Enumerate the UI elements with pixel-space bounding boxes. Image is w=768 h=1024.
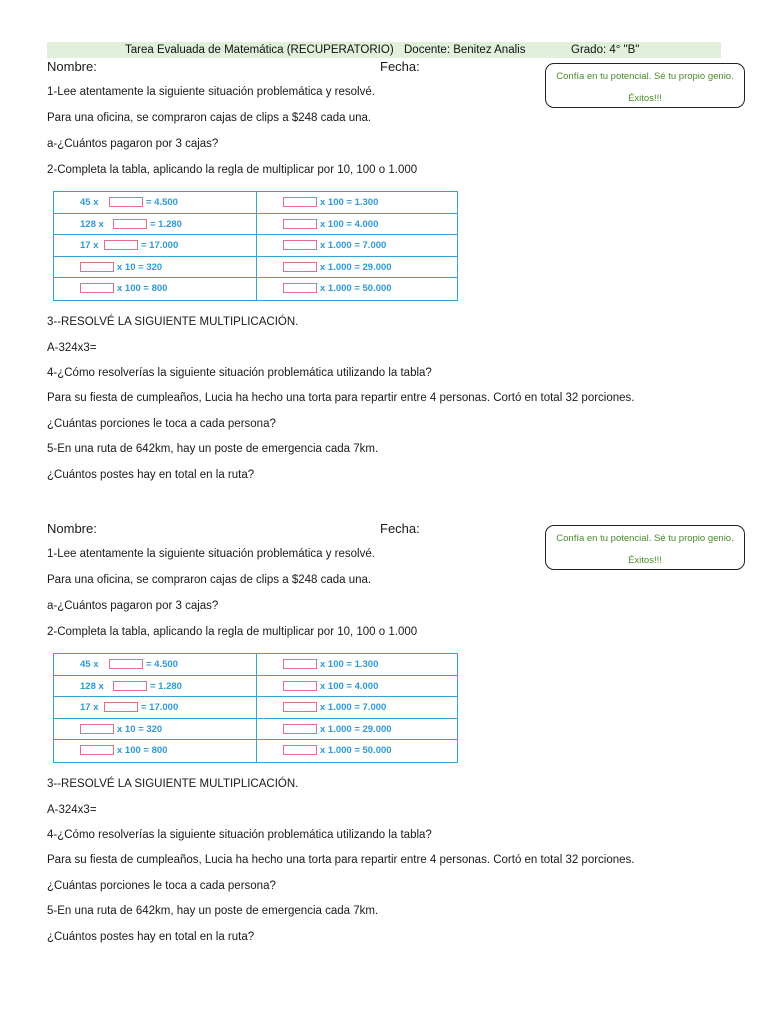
table-cell-text: = 17.000	[141, 240, 179, 252]
table-row	[257, 719, 457, 741]
question-4-text: Para su fiesta de cumpleaños, Lucia ha hecho una torta para repartir entre 4 personas. Cortó en total 32 porciones.	[47, 392, 635, 404]
worksheet-copy-2	[0, 462, 768, 943]
table-row	[54, 654, 256, 676]
question-4-q: ¿Cuántas porciones le toca a cada persona?	[47, 880, 276, 892]
fecha-label: Fecha:	[380, 521, 420, 536]
table-cell-text: 128 x	[80, 218, 104, 230]
question-3-a: A-324x3=	[47, 342, 97, 354]
table-left-column	[54, 192, 257, 300]
question-4-text: Para su fiesta de cumpleaños, Lucia ha hecho una torta para repartir entre 4 personas. Cortó en total 32 porciones.	[47, 854, 635, 866]
answer-blank[interactable]	[104, 240, 138, 250]
table-cell-text: x 1.000 = 7.000	[320, 240, 387, 252]
table-row	[54, 235, 256, 257]
table-cell-text: 45 x	[80, 659, 99, 670]
table-row	[54, 697, 256, 719]
answer-blank[interactable]	[283, 681, 317, 691]
answer-blank[interactable]	[283, 659, 317, 669]
answer-blank[interactable]	[80, 283, 114, 293]
table-row	[257, 654, 457, 676]
table-cell-text: x 1.000 = 7.000	[320, 702, 387, 714]
table-cell-text: x 100 = 800	[117, 283, 168, 295]
question-5: 5-En una ruta de 642km, hay un poste de emergencia cada 7km.	[47, 443, 379, 455]
table-cell-text: x 10 = 320	[117, 723, 163, 735]
table-cell-text: 17 x	[80, 702, 99, 714]
table-row	[54, 278, 256, 300]
answer-blank[interactable]	[283, 219, 317, 229]
question-5-q: ¿Cuántos postes hay en total en la ruta?	[47, 469, 255, 481]
fecha-label: Fecha:	[380, 59, 420, 74]
question-4: 4-¿Cómo resolverías la siguiente situación problemática utilizando la tabla?	[47, 829, 432, 841]
answer-blank[interactable]	[113, 681, 147, 691]
motivation-line: Confía en tu potencial. Sé tu propio genio.	[556, 71, 734, 82]
question-1: 1-Lee atentamente la siguiente situación problemática y resolvé.	[47, 548, 375, 560]
answer-blank[interactable]	[283, 197, 317, 207]
question-1-text: Para una oficina, se compraron cajas de clips a $248 cada una.	[47, 574, 372, 586]
answer-blank[interactable]	[80, 724, 114, 734]
question-2: 2-Completa la tabla, aplicando la regla de multiplicar por 10, 100 o 1.000	[47, 164, 418, 176]
question-3: 3--RESOLVÉ LA SIGUIENTE MULTIPLICACIÓN.	[47, 778, 299, 790]
answer-blank[interactable]	[109, 197, 143, 207]
header-docente: Docente: Benitez Analis	[404, 44, 526, 56]
answer-blank[interactable]	[283, 702, 317, 712]
question-5: 5-En una ruta de 642km, hay un poste de emergencia cada 7km.	[47, 905, 379, 917]
motivation-line: Éxitos!!!	[628, 93, 662, 104]
table-row	[257, 740, 457, 762]
table-right-column	[257, 192, 457, 300]
table-row	[54, 192, 256, 214]
question-1-a: a-¿Cuántos pagaron por 3 cajas?	[47, 138, 219, 150]
question-5-q: ¿Cuántos postes hay en total en la ruta?	[47, 931, 255, 943]
table-cell-text: x 100 = 1.300	[320, 197, 379, 208]
answer-blank[interactable]	[104, 702, 138, 712]
table-cell-text: 17 x	[80, 240, 99, 252]
question-1-text: Para una oficina, se compraron cajas de clips a $248 cada una.	[47, 112, 372, 124]
question-1-a: a-¿Cuántos pagaron por 3 cajas?	[47, 600, 219, 612]
header-grado: Grado: 4° "B"	[571, 44, 640, 56]
table-row	[54, 676, 256, 698]
table-cell-text: = 4.500	[146, 659, 178, 670]
question-3-a: A-324x3=	[47, 804, 97, 816]
table-row	[257, 214, 457, 236]
nombre-label: Nombre:	[47, 59, 97, 74]
table-row	[54, 257, 256, 279]
motivation-box	[545, 525, 745, 570]
motivation-line: Confía en tu potencial. Sé tu propio genio.	[556, 533, 734, 544]
table-row	[257, 676, 457, 698]
table-cell-text: 128 x	[80, 680, 104, 692]
answer-blank[interactable]	[283, 240, 317, 250]
multiplication-table	[53, 653, 458, 763]
answer-blank[interactable]	[283, 262, 317, 272]
header-title: Tarea Evaluada de Matemática (RECUPERATORIO)	[125, 44, 394, 56]
question-2: 2-Completa la tabla, aplicando la regla de multiplicar por 10, 100 o 1.000	[47, 626, 418, 638]
motivation-line: Éxitos!!!	[628, 555, 662, 566]
table-row	[54, 740, 256, 762]
question-4-q: ¿Cuántas porciones le toca a cada persona?	[47, 418, 276, 430]
answer-blank[interactable]	[283, 283, 317, 293]
question-1: 1-Lee atentamente la siguiente situación problemática y resolvé.	[47, 86, 375, 98]
table-cell-text: x 1.000 = 29.000	[320, 261, 392, 273]
table-row	[54, 719, 256, 741]
table-cell-text: x 100 = 4.000	[320, 218, 379, 230]
table-row	[54, 214, 256, 236]
table-cell-text: x 1.000 = 50.000	[320, 283, 392, 295]
table-cell-text: x 10 = 320	[117, 261, 163, 273]
table-cell-text: = 17.000	[141, 702, 179, 714]
table-cell-text: x 100 = 1.300	[320, 659, 379, 670]
table-right-column	[257, 654, 457, 762]
table-cell-text: x 100 = 4.000	[320, 680, 379, 692]
answer-blank[interactable]	[80, 262, 114, 272]
answer-blank[interactable]	[113, 219, 147, 229]
answer-blank[interactable]	[283, 745, 317, 755]
table-cell-text: 45 x	[80, 197, 99, 208]
table-cell-text: = 4.500	[146, 197, 178, 208]
answer-blank[interactable]	[109, 659, 143, 669]
table-cell-text: = 1.280	[150, 218, 182, 230]
answer-blank[interactable]	[283, 724, 317, 734]
multiplication-table	[53, 191, 458, 301]
table-left-column	[54, 654, 257, 762]
table-row	[257, 697, 457, 719]
table-row	[257, 257, 457, 279]
table-cell-text: x 1.000 = 29.000	[320, 723, 392, 735]
table-row	[257, 235, 457, 257]
nombre-label: Nombre:	[47, 521, 97, 536]
worksheet-copy-1	[0, 0, 768, 481]
question-3: 3--RESOLVÉ LA SIGUIENTE MULTIPLICACIÓN.	[47, 316, 299, 328]
answer-blank[interactable]	[80, 745, 114, 755]
table-cell-text: x 1.000 = 50.000	[320, 745, 392, 757]
question-4: 4-¿Cómo resolverías la siguiente situación problemática utilizando la tabla?	[47, 367, 432, 379]
table-cell-text: x 100 = 800	[117, 745, 168, 757]
table-row	[257, 192, 457, 214]
motivation-box	[545, 63, 745, 108]
table-row	[257, 278, 457, 300]
table-cell-text: = 1.280	[150, 680, 182, 692]
